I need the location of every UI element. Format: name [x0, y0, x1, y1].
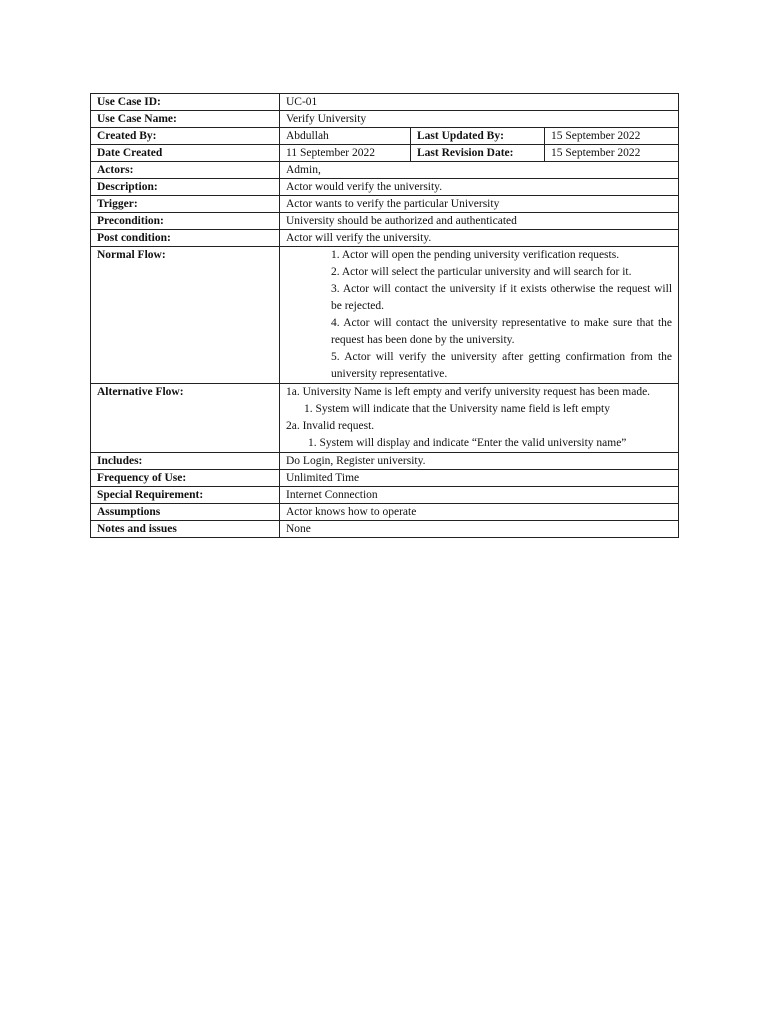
notes-value: None [280, 521, 679, 538]
use-case-table [90, 93, 679, 538]
row-special-requirement [91, 487, 679, 504]
postcondition-label: Post condition: [91, 230, 280, 247]
row-postcondition [91, 230, 679, 247]
date-created-value: 11 September 2022 [280, 145, 411, 162]
use-case-id-label: Use Case ID: [91, 94, 280, 111]
normal-flow-step: 2. Actor will select the particular university and will search for it. [331, 266, 632, 278]
alternative-flow-line: 1. System will indicate that the University name field is left empty [304, 403, 610, 415]
trigger-value: Actor wants to verify the particular University [280, 196, 679, 213]
row-assumptions [91, 504, 679, 521]
precondition-label: Precondition: [91, 213, 280, 230]
precondition-value: University should be authorized and authenticated [280, 213, 679, 230]
alternative-flow-line: 1a. University Name is left empty and verify university request has been made. [286, 386, 651, 398]
normal-flow-label: Normal Flow: [91, 247, 280, 384]
normal-flow-step: 1. Actor will open the pending university verification requests. [331, 249, 620, 261]
use-case-name-label: Use Case Name: [91, 111, 280, 128]
normal-flow-value [280, 247, 679, 384]
row-use-case-name [91, 111, 679, 128]
use-case-name-value: Verify University [280, 111, 679, 128]
row-use-case-id [91, 94, 679, 111]
normal-flow-steps [286, 247, 672, 383]
use-case-id-value: UC-01 [280, 94, 679, 111]
row-frequency [91, 470, 679, 487]
alternative-flow-label: Alternative Flow: [91, 384, 280, 453]
alternative-flow-line: 1. System will display and indicate “Enter the valid university name” [308, 437, 627, 449]
includes-value: Do Login, Register university. [280, 453, 679, 470]
last-updated-by-value: 15 September 2022 [545, 128, 679, 145]
frequency-label: Frequency of Use: [91, 470, 280, 487]
row-precondition [91, 213, 679, 230]
row-trigger [91, 196, 679, 213]
trigger-label: Trigger: [91, 196, 280, 213]
date-created-label: Date Created [91, 145, 280, 162]
notes-label: Notes and issues [91, 521, 280, 538]
normal-flow-step: 4. Actor will contact the university representative to make sure that the request has been done by the university. [331, 317, 673, 346]
frequency-value: Unlimited Time [280, 470, 679, 487]
row-date-created [91, 145, 679, 162]
alternative-flow-value [280, 384, 679, 453]
last-updated-by-label: Last Updated By: [411, 128, 545, 145]
includes-label: Includes: [91, 453, 280, 470]
last-revision-date-label: Last Revision Date: [411, 145, 545, 162]
created-by-label: Created By: [91, 128, 280, 145]
row-notes [91, 521, 679, 538]
alternative-flow-line: 2a. Invalid request. [286, 420, 375, 432]
row-alternative-flow [91, 384, 679, 453]
actors-value: Admin, [280, 162, 679, 179]
assumptions-value: Actor knows how to operate [280, 504, 679, 521]
description-value: Actor would verify the university. [280, 179, 679, 196]
last-revision-date-value: 15 September 2022 [545, 145, 679, 162]
special-requirement-value: Internet Connection [280, 487, 679, 504]
actors-label: Actors: [91, 162, 280, 179]
assumptions-label: Assumptions [91, 504, 280, 521]
postcondition-value: Actor will verify the university. [280, 230, 679, 247]
normal-flow-step: 3. Actor will contact the university if it exists otherwise the request will be rejected. [331, 283, 673, 312]
created-by-value: Abdullah [280, 128, 411, 145]
row-actors [91, 162, 679, 179]
normal-flow-step: 5. Actor will verify the university after getting confirmation from the university representative. [331, 351, 673, 380]
row-created-by [91, 128, 679, 145]
row-includes [91, 453, 679, 470]
description-label: Description: [91, 179, 280, 196]
row-description [91, 179, 679, 196]
row-normal-flow [91, 247, 679, 384]
special-requirement-label: Special Requirement: [91, 487, 280, 504]
